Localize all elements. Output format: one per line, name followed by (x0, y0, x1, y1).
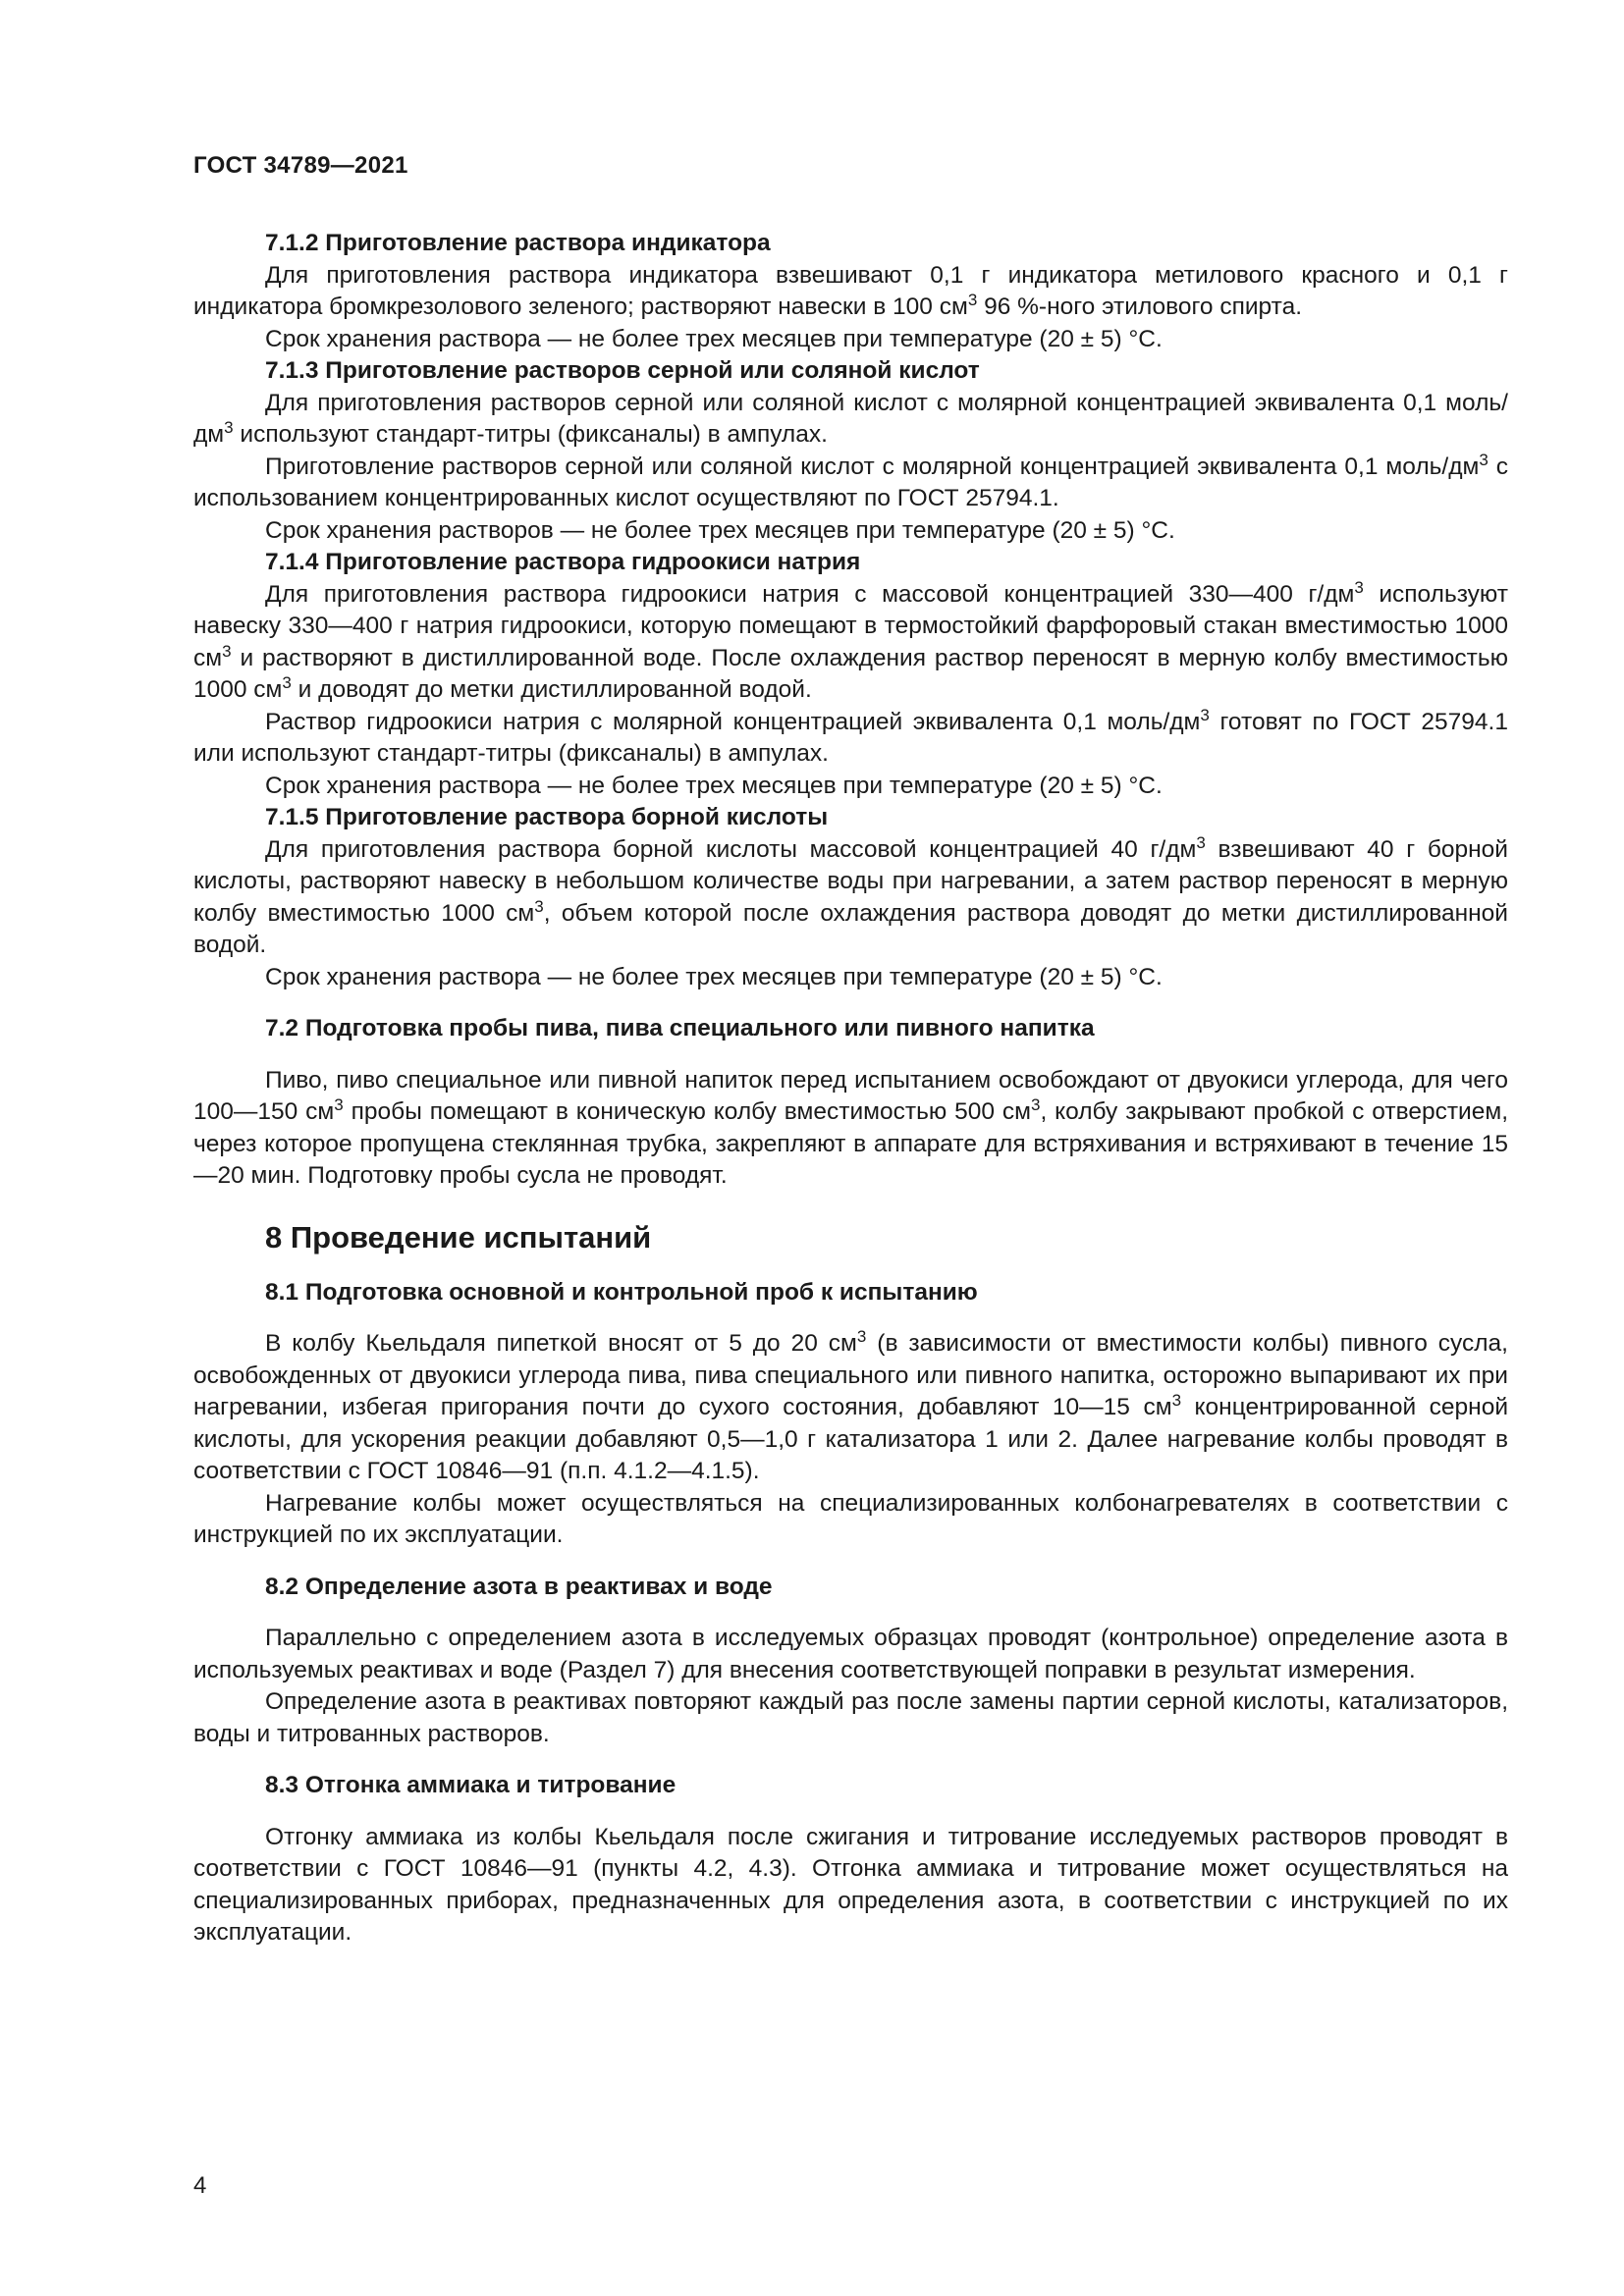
section-7-1-5-title: 7.1.5 Приготовление раствора борной кислоты (265, 804, 829, 830)
paragraph: Определение азота в реактивах повторяют каждый раз после замены партии серной кислоты, катализаторов, воды и титрованных растворов. (193, 1688, 1508, 1747)
paragraph: Срок хранения раствора — не более трех месяцев при температуре (20 ± 5) °С. (265, 772, 1163, 799)
document-body (193, 228, 1508, 1949)
paragraph: Срок хранения растворов — не более трех месяцев при температуре (20 ± 5) °С. (265, 516, 1175, 544)
paragraph: Параллельно с определением азота в исследуемых образцах проводят (контрольное) определение азота в используемых реактивах и воде (Раздел 7) для внесения соответствующей поправки в результат измерения. (193, 1625, 1508, 1683)
section-7-2-title: 7.2 Подготовка пробы пива, пива специального или пивного напитка (265, 1015, 1095, 1041)
section-7-1-2-title: 7.1.2 Приготовление раствора индикатора (265, 230, 771, 256)
paragraph: Для приготовления раствора индикатора взвешивают 0,1 г индикатора метилового красного и 0,1 г индикатора бромкрезолового зеленого; растворяют навески в 100 $см^3$ 96 %-ного этилового спирта. (193, 261, 1508, 320)
paragraph: Для приготовления растворов серной или соляной кислот с молярной концентрацией эквивалента 0,1 моль/$дм^3$ используют стандарт-титры (фиксаналы) в ампулах. (193, 389, 1508, 448)
paragraph: Нагревание колбы может осуществляться на специализированных колбонагревателях в соответствии с инструкцией по их эксплуатации. (193, 1489, 1508, 1548)
section-8-3-title: 8.3 Отгонка аммиака и титрование (265, 1772, 677, 1798)
paragraph: Приготовление растворов серной или соляной кислот с молярной концентрацией эквивалента 0,1 моль/$дм^3$ с использованием концентрированных кислот осуществляют по ГОСТ 25794.1. (193, 450, 1508, 511)
page-number: 4 (193, 2172, 207, 2199)
paragraph: Срок хранения раствора — не более трех месяцев при температуре (20 ± 5) °С. (265, 325, 1163, 352)
paragraph: Для приготовления раствора гидроокиси натрия с массовой концентрацией 330—400 $г/дм^3$ используют навеску 330—400 г натрия гидроокиси, которую помещают в термостойкий фарфоровый стакан вместимостью 1000 $см^3$ и растворяют в дистиллированной воде. После охлаждения раствор переносят в мерную колбу вместимостью 1000 $см^3$ и доводят до метки дистиллированной водой. (193, 577, 1508, 703)
section-7-1-3-title: 7.1.3 Приготовление растворов серной или соляной кислот (265, 357, 980, 384)
document-header: ГОСТ 34789—2021 (193, 152, 408, 179)
paragraph: Для приготовления раствора борной кислоты массовой концентрацией 40 $г/дм^3$ взвешивают 40 г борной кислоты, растворяют навеску в небольшом количестве воды при нагревании, а затем раствор переносят в мерную колбу вместимостью 1000 $см^3$, объем которой после охлаждения раствора доводят до метки дистиллированной водой. (193, 832, 1508, 958)
paragraph: Отгонку аммиака из колбы Кьельдаля после сжигания и титрование исследуемых растворов проводят в соответствии с ГОСТ 10846—91 (пункты 4.2, 4.3). Отгонка аммиака и титрование может осуществляться на специализированных приборах, предназначенных для определения азота, в соответствии с инструкцией по их эксплуатации. (193, 1823, 1508, 1946)
section-8-2-title: 8.2 Определение азота в реактивах и воде (265, 1573, 773, 1600)
section-8-1-title: 8.1 Подготовка основной и контрольной проб к испытанию (265, 1278, 978, 1306)
paragraph: Срок хранения раствора — не более трех месяцев при температуре (20 ± 5) °С. (265, 963, 1163, 990)
paragraph: Пиво, пиво специальное или пивной напиток перед испытанием освобождают от двуокиси углерода, для чего 100—150 $см^3$ пробы помещают в коническую колбу вместимостью 500 $см^3$, колбу закрывают пробкой с отверстием, через которое пропущена стеклянная трубка, закрепляют в аппарате для встряхивания и встряхивают в течение 15—20 мин. Подготовку пробы сусла не проводят. (193, 1066, 1509, 1189)
paragraph: Раствор гидроокиси натрия с молярной концентрацией эквивалента 0,1 моль/$дм^3$ готовят по ГОСТ 25794.1 или используют стандарт-титры (фиксаналы) в ампулах. (193, 705, 1508, 767)
section-7-1-4-title: 7.1.4 Приготовление раствора гидроокиси натрия (265, 549, 861, 575)
paragraph: В колбу Кьельдаля пипеткой вносят от 5 до 20 $см^3$ (в зависимости от вместимости колбы) пивного сусла, освобожденных от двуокиси углерода пива, пива специального или пивного напитка, осторожно выпаривают их при нагревании, избегая пригорания почти до сухого состояния, добавляют 10—15 $см^3$ концентрированной серной кислоты, для ускорения реакции добавляют 0,5—1,0 г катализатора 1 или 2. Далее нагревание колбы проводят в соответствии с ГОСТ 10846—91 (п.п. 4.1.2—4.1.5). (193, 1327, 1509, 1484)
section-8-title: 8 Проведение испытаний (265, 1219, 652, 1255)
